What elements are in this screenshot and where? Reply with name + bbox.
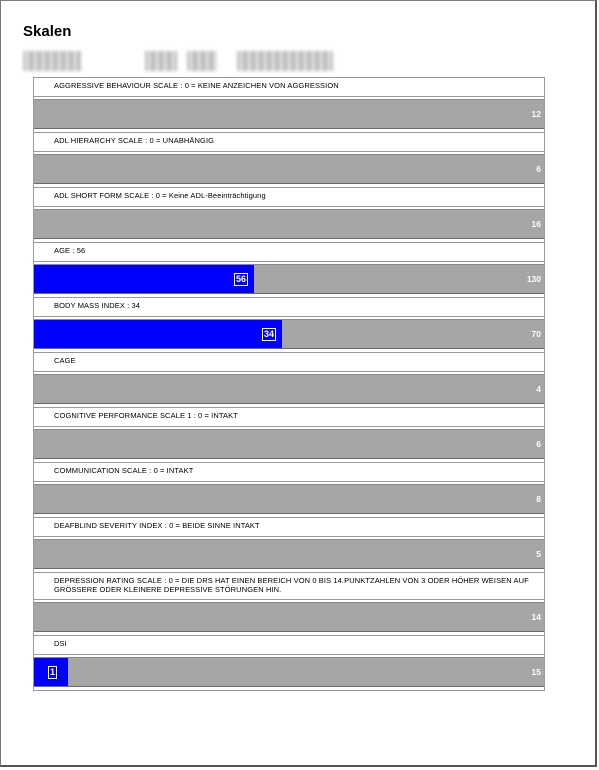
scale-bar-fill <box>34 265 254 293</box>
scale-bar-track <box>34 319 544 349</box>
scale-label: AGE : 56 <box>34 242 544 262</box>
scale-row <box>34 462 544 517</box>
scale-value: 34 <box>264 329 275 339</box>
scale-max: 5 <box>536 549 541 559</box>
scale-row <box>34 132 544 187</box>
scale-bar-track <box>34 209 544 239</box>
scale-bar-track <box>34 429 544 459</box>
scales-list <box>33 77 545 691</box>
scale-row <box>34 242 544 297</box>
scale-row <box>34 407 544 462</box>
scale-label: DEPRESSION RATING SCALE : 0 = DIE DRS HAT EINEN BEREICH VON 0 BIS 14.PUNKTZAHLEN VON 3 ODER HÖHER WEISEN AUF GRÖSSERE ODER KLEINERE DEPRESSIVE STÖRUNGEN HIN. <box>34 572 544 600</box>
scale-row <box>34 352 544 407</box>
scale-max: 12 <box>531 109 541 119</box>
scale-max: 4 <box>536 384 541 394</box>
scale-max: 6 <box>536 439 541 449</box>
scale-label: DEAFBLIND SEVERITY INDEX : 0 = BEIDE SINNE INTAKT <box>34 517 544 537</box>
scale-label: COGNITIVE PERFORMANCE SCALE 1 : 0 = INTAKT <box>34 407 544 427</box>
scale-value: 56 <box>236 274 247 284</box>
scale-bar-track <box>34 99 544 129</box>
scale-row <box>34 635 544 690</box>
scale-label: ADL HIERARCHY SCALE : 0 = UNABHÄNGIG <box>34 132 544 152</box>
scale-label: DSI <box>34 635 544 655</box>
scale-max: 8 <box>536 494 541 504</box>
scale-bar-track <box>34 657 544 687</box>
scale-bar-track <box>34 154 544 184</box>
scale-max: 14 <box>531 612 541 622</box>
scale-label: COMMUNICATION SCALE : 0 = INTAKT <box>34 462 544 482</box>
scale-bar-track <box>34 602 544 632</box>
scale-row <box>34 517 544 572</box>
scale-bar-fill <box>34 320 282 348</box>
scale-value: 1 <box>50 667 56 677</box>
scale-label: CAGE <box>34 352 544 372</box>
scale-bar-track <box>34 484 544 514</box>
scale-max: 6 <box>536 164 541 174</box>
scale-bar-track <box>34 264 544 294</box>
scale-row <box>34 572 544 635</box>
scale-max: 130 <box>526 274 541 284</box>
scale-row <box>34 77 544 132</box>
scale-max: 15 <box>531 667 541 677</box>
scale-row <box>34 187 544 242</box>
scale-row <box>34 297 544 352</box>
scale-label: AGGRESSIVE BEHAVIOUR SCALE : 0 = KEINE ANZEICHEN VON AGGRESSION <box>34 77 544 97</box>
scale-bar-track <box>34 539 544 569</box>
scale-bar-track <box>34 374 544 404</box>
scale-max: 70 <box>531 329 541 339</box>
scale-label: BODY MASS INDEX : 34 <box>34 297 544 317</box>
scale-label: ADL SHORT FORM SCALE : 0 = Keine ADL-Beeinträchtigung <box>34 187 544 207</box>
scale-max: 16 <box>531 219 541 229</box>
page-title: Skalen <box>23 23 72 40</box>
